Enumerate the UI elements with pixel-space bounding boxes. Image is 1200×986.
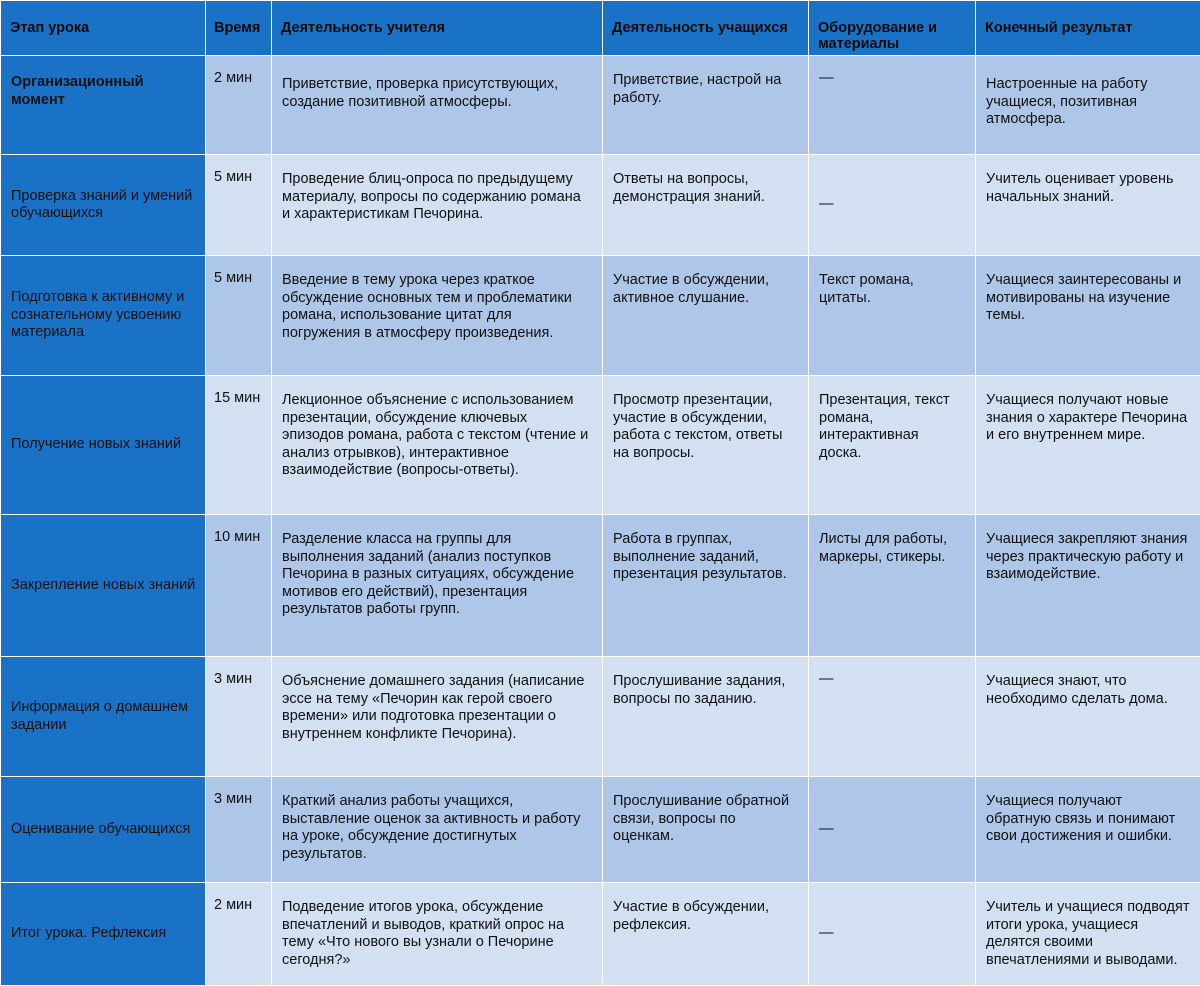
result-cell: Учитель оценивает уровень начальных знаний. [976,155,1200,256]
header-student-activity: Деятельность учащихся [603,1,809,56]
table-header-row [1,1,1200,56]
teacher-activity-cell: Введение в тему урока через краткое обсуждение основных тем и проблематики романа, использование цитат для погружения в атмосферу произведения. [272,256,603,376]
student-activity-cell: Ответы на вопросы, демонстрация знаний. [603,155,809,256]
stage-cell: Оценивание обучающихся [1,777,206,883]
table-row [1,376,1200,515]
equipment-cell: Презентация, текст романа, интерактивная доска. [809,376,976,515]
teacher-activity-cell: Приветствие, проверка присутствующих, создание позитивной атмосферы. [272,56,603,155]
time-cell: 2 мин [206,56,272,155]
equipment-cell: — [809,777,976,883]
time-cell: 2 мин [206,883,272,986]
stage-cell: Закрепление новых знаний [1,515,206,657]
header-stage: Этап урока [1,1,206,56]
student-activity-cell: Просмотр презентации, участие в обсуждении, работа с текстом, ответы на вопросы. [603,376,809,515]
time-cell: 10 мин [206,515,272,657]
student-activity-cell: Приветствие, настрой на работу. [603,56,809,155]
table-row [1,155,1200,256]
teacher-activity-cell: Краткий анализ работы учащихся, выставление оценок за активность и работу на уроке, обсуждение достигнутых результатов. [272,777,603,883]
table-row [1,56,1200,155]
stage-cell: Организационный момент [1,56,206,155]
table-row [1,256,1200,376]
result-cell: Учащиеся получают новые знания о характере Печорина и его внутреннем мире. [976,376,1200,515]
time-cell: 5 мин [206,155,272,256]
table-row [1,657,1200,777]
header-equipment: Оборудование и материалы [809,1,976,56]
header-time: Время [206,1,272,56]
student-activity-cell: Участие в обсуждении, активное слушание. [603,256,809,376]
equipment-cell: — [809,657,976,777]
equipment-cell: Текст романа, цитаты. [809,256,976,376]
stage-cell: Получение новых знаний [1,376,206,515]
student-activity-cell: Прослушивание обратной связи, вопросы по оценкам. [603,777,809,883]
stage-cell: Проверка знаний и умений обучающихся [1,155,206,256]
stage-cell: Информация о домашнем задании [1,657,206,777]
equipment-cell: — [809,56,976,155]
result-cell: Учитель и учащиеся подводят итоги урока, учащиеся делятся своими впечатлениями и выводами. [976,883,1200,986]
header-teacher-activity: Деятельность учителя [272,1,603,56]
equipment-cell: Листы для работы, маркеры, стикеры. [809,515,976,657]
time-cell: 15 мин [206,376,272,515]
table-row [1,515,1200,657]
result-cell: Учащиеся знают, что необходимо сделать дома. [976,657,1200,777]
header-result: Конечный результат [976,1,1200,56]
table-row [1,883,1200,986]
teacher-activity-cell: Лекционное объяснение с использованием презентации, обсуждение ключевых эпизодов романа, работа с текстом (чтение и анализ отрывков), интерактивное взаимодействие (вопросы-ответы). [272,376,603,515]
teacher-activity-cell: Разделение класса на группы для выполнения заданий (анализ поступков Печорина в разных ситуациях, обсуждение мотивов его действий), презентация результатов работы групп. [272,515,603,657]
stage-cell: Итог урока. Рефлексия [1,883,206,986]
time-cell: 3 мин [206,657,272,777]
result-cell: Настроенные на работу учащиеся, позитивная атмосфера. [976,56,1200,155]
student-activity-cell: Участие в обсуждении, рефлексия. [603,883,809,986]
result-cell: Учащиеся закрепляют знания через практическую работу и взаимодействие. [976,515,1200,657]
teacher-activity-cell: Подведение итогов урока, обсуждение впечатлений и выводов, краткий опрос на тему «Что нового вы узнали о Печорине сегодня?» [272,883,603,986]
student-activity-cell: Работа в группах, выполнение заданий, презентация результатов. [603,515,809,657]
time-cell: 5 мин [206,256,272,376]
stage-cell: Подготовка к активному и сознательному усвоению материала [1,256,206,376]
result-cell: Учащиеся заинтересованы и мотивированы на изучение темы. [976,256,1200,376]
table-row [1,777,1200,883]
teacher-activity-cell: Проведение блиц-опроса по предыдущему материалу, вопросы по содержанию романа и характеристикам Печорина. [272,155,603,256]
time-cell: 3 мин [206,777,272,883]
teacher-activity-cell: Объяснение домашнего задания (написание эссе на тему «Печорин как герой своего времени» или подготовка презентации о внутреннем конфликте Печорина). [272,657,603,777]
result-cell: Учащиеся получают обратную связь и понимают свои достижения и ошибки. [976,777,1200,883]
equipment-cell: — [809,883,976,986]
student-activity-cell: Прослушивание задания, вопросы по заданию. [603,657,809,777]
equipment-cell: — [809,155,976,256]
